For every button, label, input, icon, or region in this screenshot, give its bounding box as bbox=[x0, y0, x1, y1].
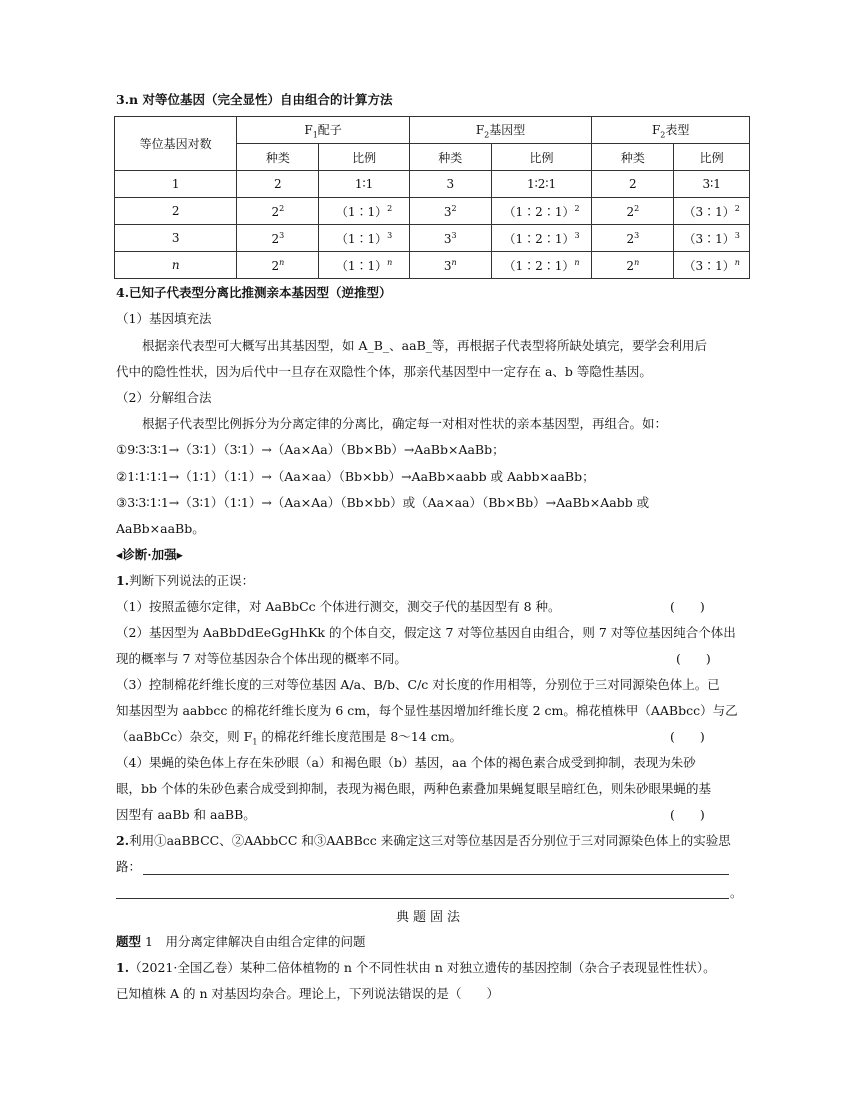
q1-heading: 1.判断下列说法的正误： bbox=[116, 573, 255, 588]
subheader-ratio: 比例 bbox=[674, 144, 750, 171]
header-f2-phenotype: $F_2$表型 bbox=[592, 117, 750, 144]
q1-item3-l3: （aaBbCc）杂交，则 $F_1$ 的棉花纤维长度范围是 8～14 cm。 bbox=[116, 729, 463, 747]
s4-ex1: ①9∶3∶3∶1→（3∶1）（3∶1）→（Aa×Aa）（Bb×Bb）→AaBb×AaBb； bbox=[116, 442, 505, 457]
end-mark: 。 bbox=[730, 885, 743, 900]
table-row: 3 $2^3$ （1∶1）$^3$ $3^3$ （1∶2∶1）$^3$ $2^3$ （3∶1）$^3$ bbox=[115, 225, 750, 252]
s4-p2-l1: 根据子代表型比例拆分为分离定律的分离比，确定每一对相对性状的亲本基因型，再组合。如： bbox=[142, 416, 668, 431]
answer-blank[interactable]: ( ) bbox=[670, 729, 705, 744]
section-3-heading: 3.n 对等位基因（完全显性）自由组合的计算方法 bbox=[116, 92, 393, 107]
answer-line[interactable] bbox=[143, 874, 729, 875]
diagnosis-heading: ◂诊断·加强▸ bbox=[116, 547, 183, 562]
q1-item4-l1: （4）果蝇的染色体上存在朱砂眼（a）和褐色眼（b）基因，aa 个体的褐色素合成受到抑制，表现为朱砂 bbox=[116, 755, 696, 770]
subheader-kind: 种类 bbox=[237, 144, 319, 171]
s4-ex3: ③3∶3∶1∶1→（3∶1）（1∶1）→（Aa×Aa）（Bb×bb）或（Aa×aa）（Bb×Bb）→AaBb×Aabb 或 bbox=[116, 495, 650, 510]
header-f2-genotype: $F_2$基因型 bbox=[409, 117, 592, 144]
table-row: 1 2 1∶1 3 1∶2∶1 2 3∶1 bbox=[115, 171, 750, 198]
subheader-kind: 种类 bbox=[592, 144, 674, 171]
subheader-ratio: 比例 bbox=[491, 144, 592, 171]
q1-item2-l1: （2）基因型为 AaBbDdEeGgHhKk 的个体自交，假定这 7 对等位基因自由组合，则 7 对等位基因纯合个体出 bbox=[116, 625, 736, 640]
problem1-l2: 已知植株 A 的 n 对基因均杂合。理论上，下列说法错误的是（ ） bbox=[116, 986, 499, 1001]
section-4-heading: 4.已知子代表型分离比推测亲本基因型（逆推型） bbox=[116, 285, 392, 300]
subheader-kind: 种类 bbox=[409, 144, 491, 171]
q1-item1: （1）按照孟德尔定律，对 AaBbCc 个体进行测交，测交子代的基因型有 8 种。 bbox=[116, 599, 561, 614]
s4-p1-l1: 根据亲代表型可大概写出其基因型，如 A_B_、aaB_等，再根据子代表型将所缺处填完，要学会利用后 bbox=[142, 338, 708, 353]
q1-item3-l2: 知基因型为 aabbcc 的棉花纤维长度为 6 cm，每个显性基因增加纤维长度 2 cm。棉花植株甲（AABbcc）与乙 bbox=[116, 703, 738, 718]
allele-combination-table bbox=[114, 116, 750, 279]
s4-ex2: ②1∶1∶1∶1→（1∶1）（1∶1）→（Aa×aa）（Bb×bb）→AaBb×aabb 或 Aabb×aaBb； bbox=[116, 469, 595, 484]
s4-ex3-cont: AaBb×aaBb。 bbox=[116, 521, 205, 536]
section-title: 典题固法 bbox=[395, 910, 464, 925]
subheader-ratio: 比例 bbox=[319, 144, 409, 171]
table-row: n 2$^n$ （1∶1）$^n$ 3$^n$ （1∶2∶1）$^n$ 2$^n$ （3∶1）$^n$ bbox=[115, 252, 750, 279]
answer-blank[interactable]: ( ) bbox=[670, 807, 705, 822]
type1-heading: 题型 1 用分离定律解决自由组合定律的问题 bbox=[116, 934, 366, 949]
header-f1-gametes: $F_1$配子 bbox=[237, 117, 409, 144]
q1-item2-l2: 现的概率与 7 对等位基因杂合个体出现的概率不同。 bbox=[116, 651, 407, 666]
s4-sub2: （2）分解组合法 bbox=[116, 390, 212, 405]
q2-heading: 2.利用①aaBBCC、②AAbbCC 和③AABBcc 来确定这三对等位基因是否分别位于三对同源染色体上的实验思 bbox=[116, 833, 731, 848]
header-pairs: 等位基因对数 bbox=[115, 117, 237, 171]
s4-sub1: （1）基因填充法 bbox=[116, 311, 212, 326]
q1-item4-l3: 因型有 aaBb 和 aaBB。 bbox=[116, 807, 256, 822]
answer-blank[interactable]: ( ) bbox=[670, 599, 705, 614]
problem1-l1: 1.（2021·全国乙卷）某种二倍体植物的 n 个不同性状由 n 对独立遗传的基因控制（杂合子表现显性性状）。 bbox=[116, 960, 716, 975]
table-row: 2 $2^2$ （1∶1）$^2$ $3^2$ （1∶2∶1）$^2$ $2^2$ （3∶1）$^2$ bbox=[115, 198, 750, 225]
q2-label: 路： bbox=[116, 859, 142, 874]
answer-line[interactable] bbox=[116, 898, 729, 899]
q1-item3-l1: （3）控制棉花纤维长度的三对等位基因 A/a、B/b、C/c 对长度的作用相等，分别位于三对同源染色体上。已 bbox=[116, 677, 720, 692]
q1-item4-l2: 眼，bb 个体的朱砂色素合成受到抑制，表现为褐色眼，两种色素叠加果蝇复眼呈暗红色，则朱砂眼果蝇的基 bbox=[116, 781, 711, 796]
answer-blank[interactable]: ( ) bbox=[676, 651, 711, 666]
s4-p1-l2: 代中的隐性性状，因为后代中一旦存在双隐性个体，那亲代基因型中一定存在 a、b 等隐性基因。 bbox=[116, 364, 652, 379]
